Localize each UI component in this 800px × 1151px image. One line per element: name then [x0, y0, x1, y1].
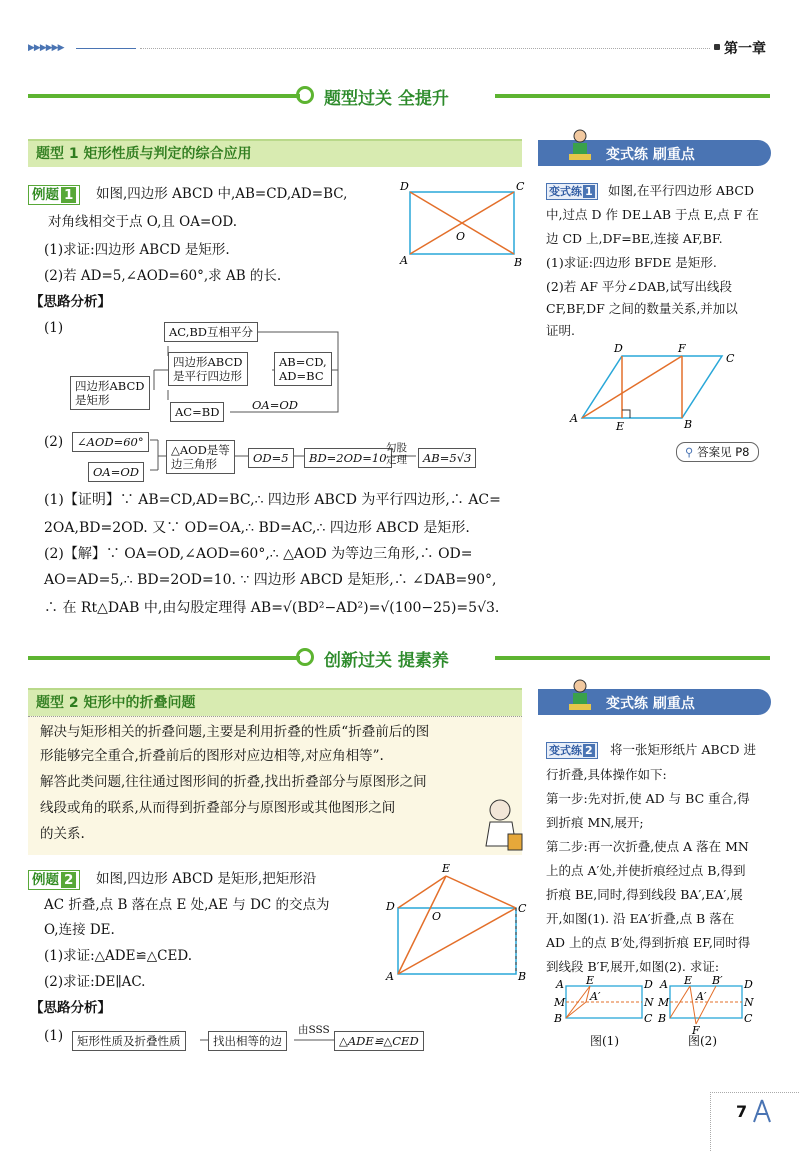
flow-box: AC=BD [170, 402, 224, 422]
solution-line: AO=AD=5,∴ BD=2OD=10. ∵ 四边形 ABCD 是矩形,∴ ∠DAB=90°, [44, 572, 497, 588]
practice-line: 中,过点 D 作 DE⊥AB 于点 E,点 F 在 [546, 207, 759, 222]
example-line: (2)求证:DE∥AC. [44, 974, 146, 990]
section-title: 题型过关 全提升 [318, 84, 455, 109]
fig2-label-e: E [684, 976, 693, 987]
figure-parallelogram [568, 342, 748, 432]
practice-line: 如图,在平行四边形 ABCD [608, 183, 754, 198]
practice-line: 第一步:先对折,使 AD 与 BC 重合,得 [546, 791, 750, 806]
flow-box: 找出相等的边 [208, 1031, 287, 1051]
fig-label-b: B [514, 256, 523, 269]
flow-box: △ADE≌△CED [334, 1031, 424, 1051]
example-line: (1)求证:四边形 ABCD 是矩形. [44, 242, 230, 258]
practice-line: 折痕 BE,同时,得到线段 BA′,EA′,展 [546, 887, 743, 902]
flow-box: 四边形ABCD 是平行四边形 [168, 352, 248, 386]
fig-label-a: A [570, 412, 578, 425]
figure-caption: 图(1) [590, 1034, 619, 1048]
fig-label-d: D [614, 342, 623, 355]
fig-label-d: D [386, 900, 395, 913]
fig2-label-d: D [744, 978, 753, 991]
practice-line: 开,如图(1). 沿 EA′折叠,点 B 落在 [546, 911, 735, 926]
fig2-label-aprime: A′ [696, 990, 707, 1003]
solution-line: 2OA,BD=2OD. 又∵ OD=OA,∴ BD=AC,∴ 四边形 ABCD 是矩形. [44, 520, 470, 536]
flow-note: OA=OD [252, 398, 299, 412]
flow-box: 四边形ABCD 是矩形 [70, 376, 150, 410]
page-number: 7 [736, 1102, 748, 1121]
fig-label-b: B [684, 418, 693, 431]
fig-label-o: O [456, 230, 466, 243]
practice-line: 到折痕 MN,展开; [546, 815, 644, 830]
flow-box: △AOD是等 边三角形 [166, 440, 235, 474]
figure-caption: 图(2) [688, 1034, 717, 1048]
note-line: 形能够完全重合,折叠前后的图形对应边相等,对应角相等”. [40, 748, 384, 764]
header-arrows: ▶▶▶▶▶▶ [28, 43, 64, 53]
pin-icon: ⚲ [685, 445, 694, 459]
fig-label-e: E [442, 862, 451, 875]
gear-icon [296, 648, 314, 666]
fig-label-c: C [726, 352, 735, 365]
fig-label-c: C [518, 902, 527, 915]
fig2-label-n: N [744, 996, 754, 1009]
practice-line: CF,BF,DF 之间的数量关系,并加以 [546, 301, 738, 316]
student-icon [566, 128, 594, 164]
practice-line: 边 CD 上,DF=BE,连接 AF,BF. [546, 231, 723, 246]
practice-badge: 变式练 1 [546, 183, 598, 200]
flow-note: 勾股 定理 [386, 442, 407, 466]
section-band-left [28, 656, 300, 660]
practice-line: 将一张矩形纸片 ABCD 进 [610, 742, 756, 757]
practice-line: 行折叠,具体操作如下: [546, 767, 667, 782]
fig2-label-m: M [658, 996, 670, 1009]
fig-label-b: B [518, 970, 527, 983]
figure-fold-steps [546, 976, 756, 1046]
example-badge: 例题 1 [28, 185, 80, 205]
solution-line: ∴ 在 Rt△DAB 中,由勾股定理得 AB=√(BD²−AD²)=√(100−25)=5√3. [44, 600, 500, 616]
compass-icon [750, 1098, 774, 1124]
flow-box: 矩形性质及折叠性质 [72, 1031, 186, 1051]
note-line: 线段或角的联系,从而得到折叠部分与原图形或其他图形之间 [40, 800, 396, 816]
solution-line: (2)【解】∵ OA=OD,∠AOD=60°,∴ △AOD 为等边三角形,∴ OD= [44, 546, 473, 562]
chapter-marker-icon [714, 44, 720, 50]
professor-icon [478, 796, 526, 854]
practice-label: 变式练 刷重点 [606, 147, 695, 163]
fig2-label-a: A [660, 978, 668, 991]
example-line: O,连接 DE. [44, 922, 115, 938]
fig1-label-c: C [644, 1012, 653, 1025]
practice-line: 证明. [546, 323, 575, 338]
note-line: 的关系. [40, 826, 85, 842]
practice-label: 变式练 刷重点 [606, 696, 695, 712]
flow-box: ∠AOD=60° [72, 432, 149, 452]
flow-box: AB=CD, AD=BC [274, 352, 332, 386]
flow-box: AC,BD互相平分 [164, 322, 258, 342]
practice-line: 上的点 A′处,并使折痕经过点 B,得到 [546, 863, 746, 878]
header-rule-right [140, 48, 710, 49]
topic-label: 题型 2 矩形中的折叠问题 [36, 695, 196, 711]
fig2-label-c: C [744, 1012, 753, 1025]
note-line: 解答此类问题,往往通过图形间的折叠,找出折叠部分与原图形之间 [40, 774, 427, 790]
fig-label-o: O [432, 910, 442, 923]
flow-box: OA=OD [88, 462, 144, 482]
fig2-label-f: F [692, 1024, 700, 1037]
example-line: 对角线相交于点 O,且 OA=OD. [48, 214, 237, 230]
header-rule [76, 48, 136, 49]
practice-line: 到线段 B′F,展开,如图(2). 求证: [546, 959, 720, 974]
section-title: 创新过关 提素养 [318, 646, 455, 671]
part-label: (1) [44, 1028, 64, 1044]
fig1-label-d: D [644, 978, 653, 991]
example-line: 如图,四边形 ABCD 中,AB=CD,AD=BC, [96, 186, 348, 202]
fig-label-d: D [400, 180, 409, 193]
solution-line: (1)【证明】∵ AB=CD,AD=BC,∴ 四边形 ABCD 为平行四边形,∴ AC= [44, 492, 501, 508]
section-band-left [28, 94, 300, 98]
fig2-label-bprime: B′ [712, 976, 723, 987]
practice-line: (2)若 AF 平分∠DAB,试写出线段 [546, 279, 733, 294]
figure-rectangle [398, 178, 528, 270]
topic-label: 题型 1 矩形性质与判定的综合应用 [36, 146, 252, 162]
example-line: AC 折叠,点 B 落在点 E 处,AE 与 DC 的交点为 [44, 897, 330, 913]
chapter-label: 第一章 [724, 41, 766, 57]
example-line: (2)若 AD=5,∠AOD=60°,求 AB 的长. [44, 268, 282, 284]
fig-label-a: A [386, 970, 394, 983]
fig1-label-n: N [644, 996, 654, 1009]
analysis-title: 【思路分析】 [30, 1000, 111, 1016]
example-badge: 例题 2 [28, 870, 80, 890]
example-line: (1)求证:△ADE≌△CED. [44, 948, 192, 964]
fig1-label-aprime: A′ [590, 990, 601, 1003]
section-band-right [495, 94, 770, 98]
answer-reference: ⚲ 答案见 P8 [676, 442, 759, 462]
flow-box: OD=5 [248, 448, 294, 468]
flow-box: BD=2OD=10 [304, 448, 392, 468]
fig-label-c: C [516, 180, 525, 193]
part-label: (1) [44, 320, 64, 336]
fig1-label-e: E [586, 976, 595, 987]
fig-label-f: F [678, 342, 686, 355]
practice-line: 第二步:再一次折叠,使点 A 落在 MN [546, 839, 749, 854]
student-icon [566, 678, 594, 714]
figure-fold [382, 862, 532, 986]
note-line: 解决与矩形相关的折叠问题,主要是利用折叠的性质“折叠前后的图 [40, 724, 430, 740]
fig1-label-a: A [556, 978, 564, 991]
fig1-label-m: M [554, 996, 566, 1009]
fig-label-a: A [400, 254, 408, 267]
practice-badge: 变式练 2 [546, 742, 598, 759]
practice-line: AD 上的点 B′处,得到折痕 EF,同时得 [546, 935, 751, 950]
example-line: 如图,四边形 ABCD 是矩形,把矩形沿 [96, 871, 317, 887]
flow-note: 由SSS [298, 1024, 330, 1036]
gear-icon [296, 86, 314, 104]
part-label: (2) [44, 434, 64, 450]
practice-line: (1)求证:四边形 BFDE 是矩形. [546, 255, 717, 270]
fig2-label-b: B [658, 1012, 667, 1025]
fig1-label-b: B [554, 1012, 563, 1025]
analysis-title: 【思路分析】 [30, 294, 111, 310]
fig-label-e: E [616, 420, 625, 432]
section-band-right [495, 656, 770, 660]
flow-box: AB=5√3 [418, 448, 476, 468]
